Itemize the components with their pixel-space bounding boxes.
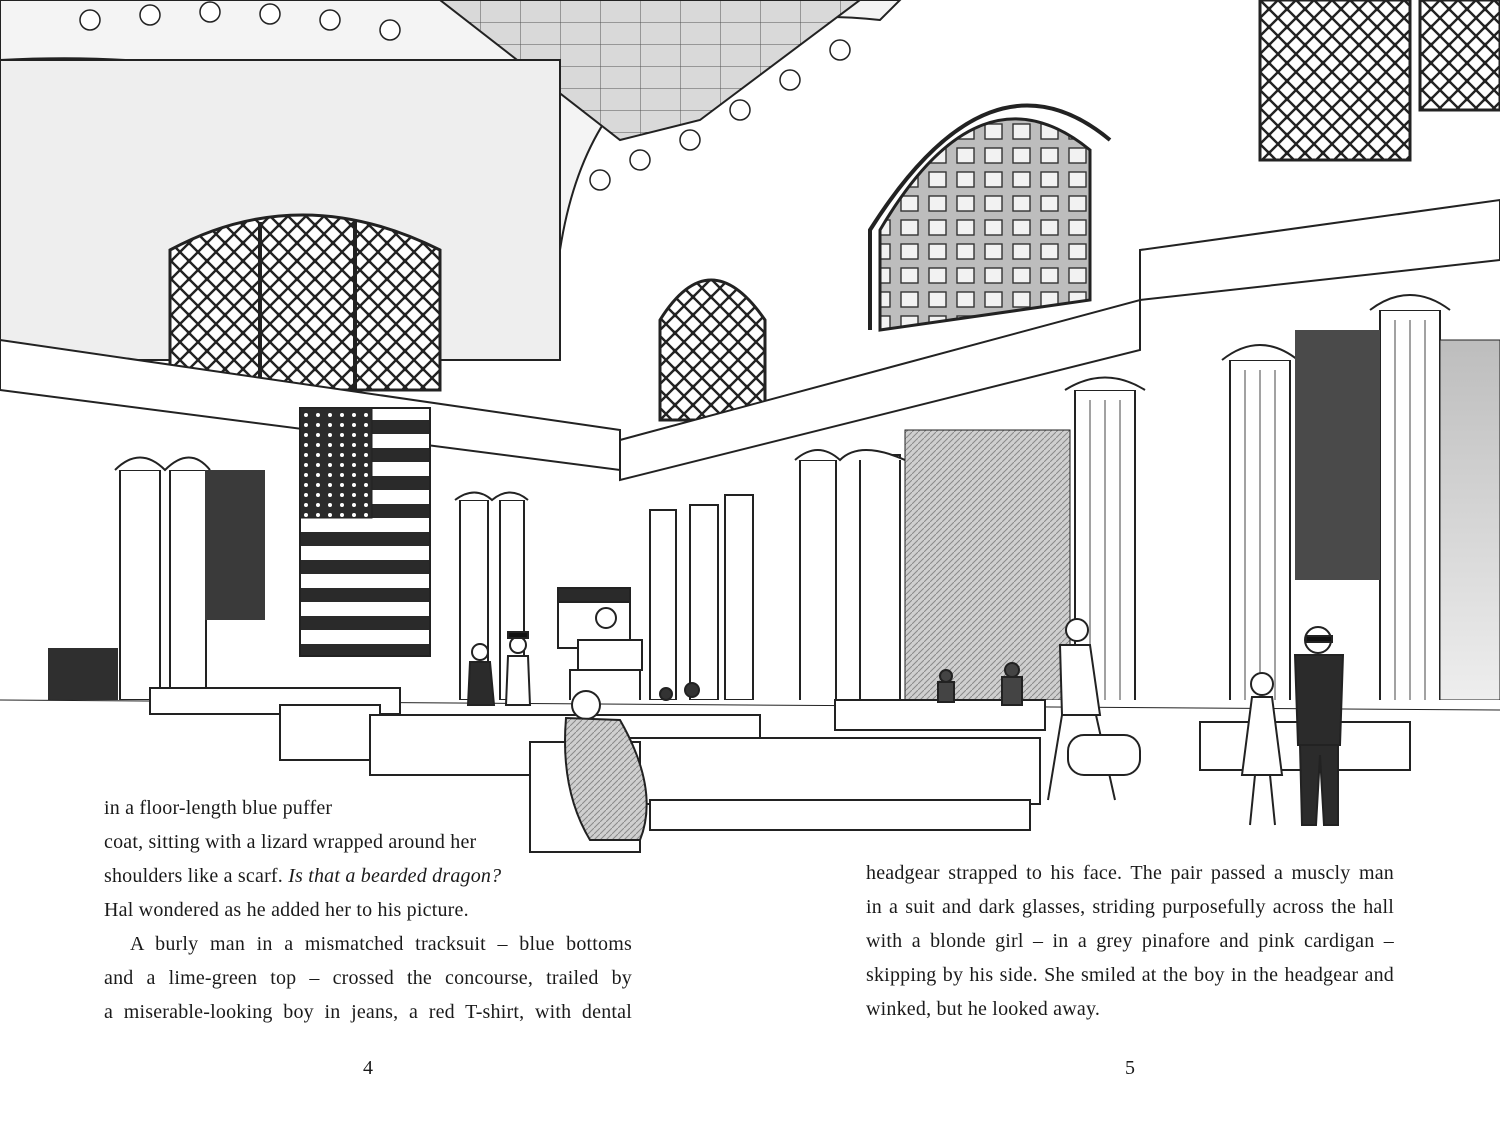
page-number-right: 5 xyxy=(1125,1057,1135,1079)
left-text-line: a miserable-looking boy in jeans, a red T-shirt, with dental xyxy=(104,1001,632,1023)
italic-thought: Is that a bearded dragon? xyxy=(288,865,502,887)
coffered-arch xyxy=(880,119,1090,330)
right-text-line: skipping by his side. She smiled at the boy in the headgear and xyxy=(866,964,1394,986)
clock-kiosk xyxy=(558,588,642,705)
center-arched-window xyxy=(660,280,765,420)
right-text-line: with a blonde girl – in a grey pinafore and pink cardigan – xyxy=(866,930,1394,952)
american-flag-icon xyxy=(300,408,430,656)
right-page-text xyxy=(866,856,1394,1026)
left-lunette-window xyxy=(170,215,440,390)
page-number-left: 4 xyxy=(363,1057,373,1079)
left-page-text xyxy=(104,791,632,1029)
right-upper-window xyxy=(1260,0,1410,160)
left-text-line: Hal wondered as he added her to his picture. xyxy=(104,899,469,921)
right-text-line: in a suit and dark glasses, striding purposefully across the hall xyxy=(866,896,1394,918)
left-text-line xyxy=(104,859,632,893)
right-text-line: headgear strapped to his face. The pair passed a muscly man xyxy=(866,862,1394,884)
right-upper-window-2 xyxy=(1420,0,1500,110)
left-text-line: A burly man in a mismatched tracksuit – blue bottoms xyxy=(130,933,632,955)
dark-doorway xyxy=(205,470,265,620)
shadowed-passage xyxy=(1295,330,1380,580)
shadowed-hall xyxy=(905,430,1070,700)
right-text-line: winked, but he looked away. xyxy=(866,998,1101,1020)
left-text-line-start: shoulders like a scarf. xyxy=(104,865,289,887)
left-text-line: and a lime-green top – crossed the concourse, trailed by xyxy=(104,967,632,989)
left-text-line: coat, sitting with a lizard wrapped around her xyxy=(104,831,477,853)
left-text-line: in a floor-length blue puffer xyxy=(104,797,333,819)
